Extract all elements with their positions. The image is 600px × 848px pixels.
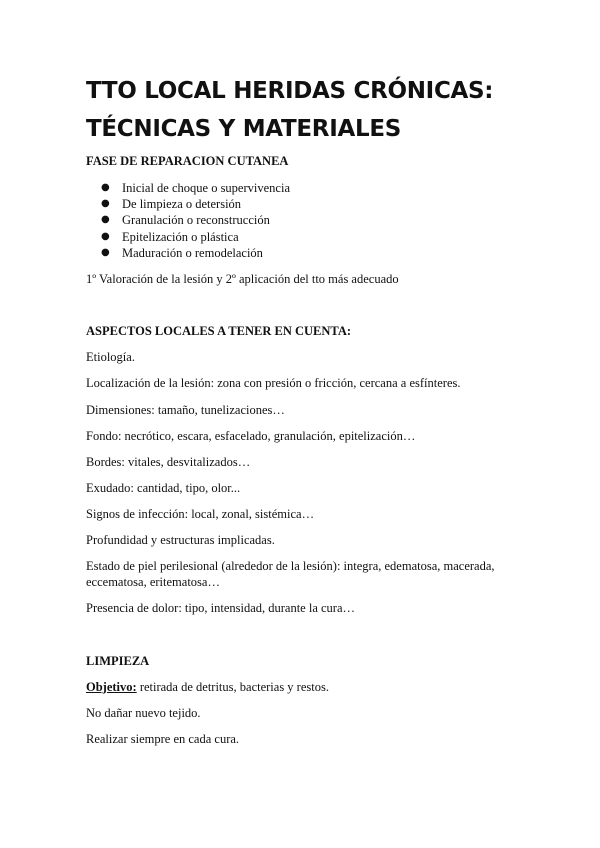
phase-list xyxy=(86,180,290,261)
aspecto-dimensiones: Dimensiones: tamaño, tunelizaciones… xyxy=(86,403,285,417)
list-item: ● Epitelización o plástica xyxy=(101,229,239,244)
bullet-icon: ● xyxy=(101,182,110,193)
objetivo-label: Objetivo: xyxy=(86,680,137,694)
limpieza-objetivo xyxy=(86,679,329,695)
aspecto-dolor: Presencia de dolor: tipo, intensidad, durante la cura… xyxy=(86,601,356,615)
fase-heading: FASE DE REPARACION CUTANEA xyxy=(86,154,289,168)
list-item: ● Maduración o remodelación xyxy=(101,245,263,260)
document-title-line-1: TTO LOCAL HERIDAS CRÓNICAS: xyxy=(86,78,494,104)
document-title-line-2: TÉCNICAS Y MATERIALES xyxy=(86,116,402,142)
aspecto-profundidad: Profundidad y estructuras implicadas. xyxy=(86,533,275,547)
aspectos-heading: ASPECTOS LOCALES A TENER EN CUENTA: xyxy=(86,324,352,338)
aspecto-fondo: Fondo: necrótico, escara, esfacelado, granulación, epitelización… xyxy=(86,429,416,443)
list-item: ● Inicial de choque o supervivencia xyxy=(101,181,290,195)
list-item: ● De limpieza o detersión xyxy=(101,197,242,212)
bullet-icon: ● xyxy=(101,230,110,242)
limpieza-item: Realizar siempre en cada cura. xyxy=(86,732,240,746)
fase-note: 1º Valoración de la lesión y 2º aplicación del tto más adecuado xyxy=(86,272,399,286)
aspecto-piel-perilesional: Estado de piel perilesional (alrededor de la lesión): integra, edematosa, macerada, eccematosa, eritematosa… xyxy=(86,559,495,589)
limpieza-item: No dañar nuevo tejido. xyxy=(86,706,201,720)
bullet-icon: ● xyxy=(101,246,110,258)
aspecto-exudado: Exudado: cantidad, tipo, olor... xyxy=(86,481,241,495)
list-item: ● Granulación o reconstrucción xyxy=(101,213,270,228)
aspecto-bordes: Bordes: vitales, desvitalizados… xyxy=(86,455,251,469)
aspecto-localizacion: Localización de la lesión: zona con presión o fricción, cercana a esfínteres. xyxy=(86,376,461,390)
objetivo-text: retirada de detritus, bacterias y restos. xyxy=(136,680,329,694)
aspecto-etiologia: Etiología. xyxy=(86,350,135,364)
aspecto-infeccion: Signos de infección: local, zonal, sistémica… xyxy=(86,507,315,521)
bullet-icon: ● xyxy=(101,198,110,210)
limpieza-heading: LIMPIEZA xyxy=(86,654,150,668)
bullet-icon: ● xyxy=(101,214,110,226)
